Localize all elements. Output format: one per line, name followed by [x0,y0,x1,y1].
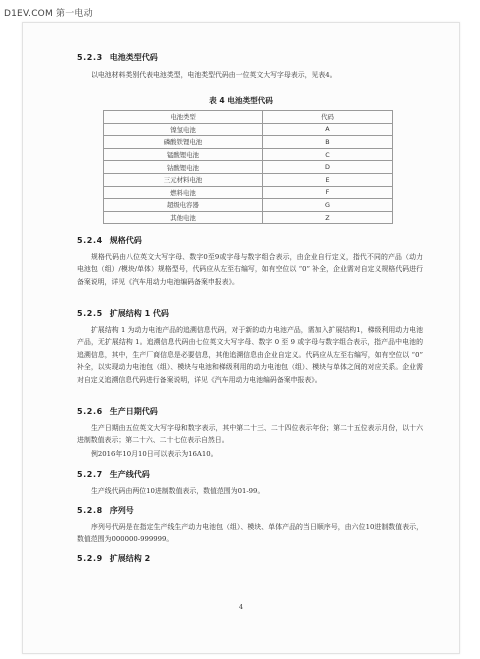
section-5-2-6-example: 例2016年10月10日可以表示为16A10。 [91,450,218,458]
section-5-2-6-heading [77,406,158,417]
section-title: 生产日期代码 [109,407,158,416]
cell-battery-type: 其他电池 [104,211,263,224]
section-number: 5.2.5 [77,309,103,318]
section-5-2-6-body: 生产日期由五位英文大写字母和数字表示，其中第二十三、二十四位表示年份；第二十五位表示月份，以十六进制数值表示；第二十六、二十七位表示自然日。 [77,424,423,445]
section-5-2-9-heading [77,553,150,564]
section-5-2-4-heading [77,235,142,246]
document-page [22,22,460,654]
cell-battery-type: 钴酸锂电池 [104,161,263,174]
section-title: 生产线代码 [109,470,150,479]
table-row [104,199,393,212]
section-number: 5.2.9 [77,554,103,563]
section-number: 5.2.7 [77,470,103,479]
battery-type-code-table [103,110,393,224]
section-5-2-7-body: 生产线代码由两位10进制数值表示，数值范围为01-99。 [91,487,265,495]
section-5-2-5-heading [77,308,169,319]
section-5-2-8-heading [77,505,134,516]
cell-code: Z [262,211,392,224]
section-5-2-3-heading [77,52,158,63]
table-row [104,211,393,224]
cell-code: A [262,123,392,136]
section-5-2-8-body: 序列号代码是在指定生产线生产动力电池包（组）、模块、单体产品的当日顺序号，由六位10进制数值表示，数值范围为000000-999999。 [77,523,423,544]
section-number: 5.2.6 [77,407,103,416]
cell-battery-type: 三元材料电池 [104,173,263,186]
cell-code: E [262,173,392,186]
cell-battery-type: 磷酸铁锂电池 [104,136,263,149]
table-header-row [104,111,393,124]
table-row [104,161,393,174]
page-content [23,23,459,653]
cell-code: B [262,136,392,149]
section-title: 序列号 [109,506,134,515]
section-5-2-4-body: 规格代码由八位英文大写字母、数字0至9或字母与数字组合表示，由企业自行定义，指代不同的产品（动力电池包（组）/模块/单体）规格型号，代码应从左至右编写，如有空位以 “0” 补全，企业需对自定义规格代码进行备案说明，详见《汽车用动力电池编码备案申报表》。 [77,253,423,286]
table-row [104,186,393,199]
section-5-2-3-body: 以电池材料类别代表电池类型，电池类型代码由一位英文大写字母表示，见表4。 [91,71,337,79]
section-number: 5.2.8 [77,506,103,515]
table-4-title: 表 4 电池类型代码 [209,96,273,105]
cell-code: F [262,186,392,199]
cell-code: G [262,199,392,212]
column-header-code: 代码 [262,111,392,124]
site-watermark: D1EV.COM 第一电动 [4,9,93,19]
table-row [104,173,393,186]
section-5-2-5-body: 扩展结构 1 为动力电池产品的追溯信息代码，对于新的动力电池产品，需加入扩展结构1，梯级利用动力电池产品，无扩展结构 1。追溯信息代码由七位英文大写字母、数字 0 至 9 或字母与数字组合表示，指产品中电池的追溯信息，其中，生产厂商信息是必要信息，其他追溯信息由企业自定义。代码应从左至右编写，如有空位以 “0” 补全，以实现动力电池包（组）、模块与电池和梯级利用的动力电池包（组）、模块与单体之间的对应关系。企业需对自定义追溯信息代码进行备案说明，详见《汽车用动力电池编码备案申报表》。 [77,326,423,384]
table-row [104,148,393,161]
section-5-2-7-heading [77,469,150,480]
page-number: 4 [238,603,244,611]
cell-code: C [262,148,392,161]
section-title: 扩展结构 2 [109,554,151,563]
cell-battery-type: 超级电容器 [104,199,263,212]
section-number: 5.2.4 [77,236,103,245]
table-row [104,136,393,149]
column-header-type: 电池类型 [104,111,263,124]
section-title: 规格代码 [109,236,142,245]
section-number: 5.2.3 [77,53,103,62]
cell-battery-type: 镍氢电池 [104,123,263,136]
cell-code: D [262,161,392,174]
cell-battery-type: 燃料电池 [104,186,263,199]
section-title: 电池类型代码 [109,53,158,62]
section-title: 扩展结构 1 代码 [109,309,169,318]
table-row [104,123,393,136]
cell-battery-type: 锰酸锂电池 [104,148,263,161]
